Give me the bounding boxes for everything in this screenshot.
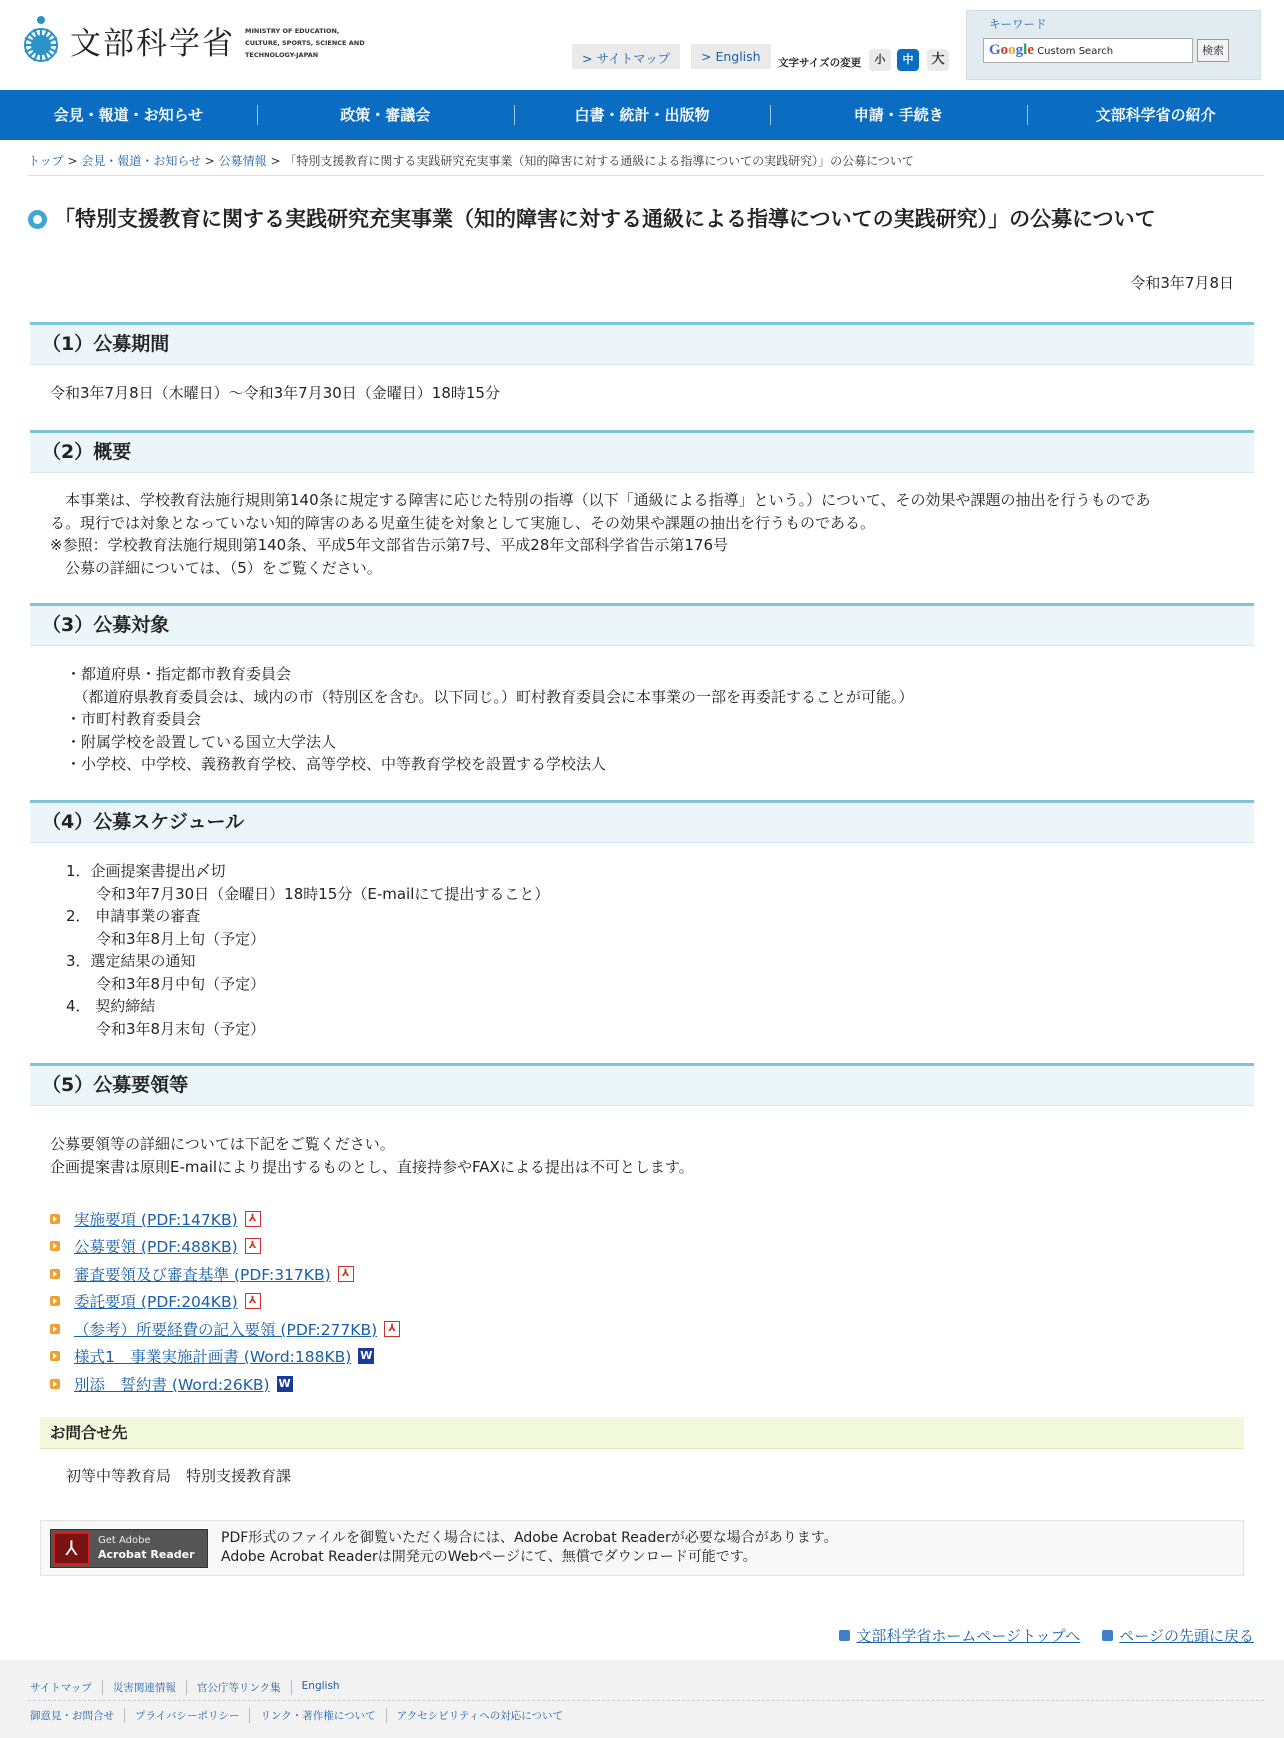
list-item [50,1260,400,1288]
english-link[interactable]: > English [691,44,771,69]
text-line: 公募要領等の詳細については下記をご覧ください。 [50,1135,395,1153]
search-label: キーワード [989,17,1047,31]
section-period-body [50,382,500,405]
arrow-bullet-icon [50,1241,60,1251]
logo-mark-icon [20,14,62,66]
page-title [28,206,1264,232]
download-link-itaku-youkou[interactable]: 委託要項 (PDF:204KB) [74,1293,238,1312]
divider [28,175,1264,176]
pdf-icon: ⅄ [384,1321,400,1337]
search-placeholder: Custom Search [1037,46,1114,57]
title-bullet-icon [28,210,47,229]
breadcrumb-top[interactable]: トップ [28,154,64,168]
font-size-small-button[interactable]: 小 [869,49,891,71]
section-heading-overview: （2）概要 [30,430,1254,473]
text-line: Adobe Acrobat Readerは開発元のWebページにて、無償でダウンロード可能です。 [221,1548,757,1565]
text-line: 企画提案書は原則E-mailにより提出するものとし、直接持参やFAXによる提出は不可とします。 [50,1157,694,1176]
google-logo-icon: Google [989,42,1035,58]
logo-text-jp: 文部科学省 [70,25,235,62]
home-top-label: 文部科学省ホームページトップへ [856,1627,1081,1645]
arrow-bullet-icon [50,1351,60,1361]
list-item: 令和3年8月上旬（予定） [66,929,266,948]
arrow-bullet-icon [50,1296,60,1306]
section-heading-period: （1）公募期間 [30,322,1254,365]
text-line: PDF形式のファイルを御覧いただく場合には、Adobe Acrobat Readerが必要な場合があります。 [221,1530,838,1546]
list-item: ・附属学校を設置している国立大学法人 [66,732,337,751]
site-header [0,0,1284,90]
download-link-youshiki1[interactable]: 様式1 事業実施計画書 (Word:188KB) [74,1348,352,1367]
section-heading-schedule: （4）公募スケジュール [30,800,1254,843]
section-eligibility-body [66,663,914,776]
word-icon: W [360,1349,373,1363]
text-line: 本事業は、学校教育法施行規則第140条に規定する障害に応じた特別の指導（以下「通級による指導」という。）について、その効果や課題の抽出を行うものであ [50,491,1151,509]
arrow-up-icon [1102,1630,1113,1641]
search-input[interactable] [983,38,1193,63]
footer-link-disaster[interactable]: 災害関連情報 [102,1680,186,1695]
list-item: 令和3年7月30日（金曜日）18時15分（E-mailにて提出すること） [66,884,550,903]
section-guidelines-body [50,1133,694,1178]
page-top-label: ページの先頭に戻る [1119,1627,1254,1645]
section-heading-eligibility: （3）公募対象 [30,603,1254,646]
home-top-link[interactable] [839,1625,1080,1646]
arrow-left-icon [839,1630,850,1641]
font-size-large-button[interactable]: 大 [927,49,949,71]
arrow-bullet-icon [50,1214,60,1224]
list-item [50,1343,400,1371]
pdf-icon: ⅄ [338,1266,354,1282]
site-logo[interactable] [20,14,375,66]
search-button[interactable]: 検索 [1197,39,1229,62]
text-line: 令和3年7月8日（木曜日）～令和3年7月30日（金曜日）18時15分 [50,384,500,402]
arrow-bullet-icon [50,1269,60,1279]
adobe-badge-line1: Get Adobe [98,1535,151,1546]
breadcrumb-koubo[interactable]: 公募情報 [218,154,267,168]
list-item: ・都道府県・指定都市教育委員会 [66,665,292,683]
download-link-seiyakusho[interactable]: 別添 誓約書 (Word:26KB) [74,1375,270,1394]
pdf-icon: ⅄ [245,1211,261,1227]
page-bottom-links [817,1625,1254,1646]
page-title-text: 「特別支援教育に関する実践研究充実事業（知的障害に対する通級による指導についての実践研究）」の公募について [54,207,1156,231]
nav-item-about[interactable]: 文部科学省の紹介 [1027,90,1284,140]
arrow-bullet-icon [50,1324,60,1334]
download-link-shinsa-kijun[interactable]: 審査要領及び審査基準 (PDF:317KB) [74,1265,331,1284]
text-line: 公募の詳細については、（5）をご覧ください。 [50,558,382,577]
list-item: 2． 申請事業の審査 [66,907,201,925]
adobe-badge-line2: Acrobat Reader [98,1548,195,1561]
list-item: 令和3年8月末旬（予定） [66,1019,266,1038]
text-line: ※参照：学校教育法施行規則第140条、平成5年文部省告示第7号、平成28年文部科学省告示第176号 [50,536,729,554]
download-link-koubo-youryou[interactable]: 公募要領 (PDF:488KB) [74,1238,238,1257]
adobe-notice-text [221,1529,838,1566]
page-top-link[interactable] [1102,1625,1254,1646]
acrobat-icon: ⅄ [53,1532,90,1565]
list-item: 1．企画提案書提出〆切 [66,862,226,880]
breadcrumb-current: 「特別支援教育に関する実践研究充実事業（知的障害に対する通級による指導についての実践研究）」の公募について [284,154,914,168]
list-item [50,1315,400,1343]
pdf-icon: ⅄ [245,1238,261,1254]
list-item [50,1370,400,1398]
font-size-medium-button[interactable]: 中 [897,49,919,71]
global-nav [0,90,1284,140]
footer-row-2 [28,1708,573,1723]
footer-link-privacy[interactable]: プライバシーポリシー [124,1708,249,1723]
text-line: る。現行では対象となっていない知的障害のある児童生徒を対象として実施し、その効果や課題の抽出を行うものである。 [50,513,876,532]
divider [28,1700,1264,1701]
breadcrumb: トップ > 会見・報道・お知らせ > 公募情報 > 「特別支援教育に関する実践研究充実事業（知的障害に対する通級による指導についての実践研究）」の公募について [28,154,914,168]
site-footer [0,1660,1284,1738]
nav-item-publications[interactable]: 白書・統計・出版物 [514,90,771,140]
footer-link-contact[interactable]: 御意見・お問合せ [30,1710,114,1722]
logo-text-en: MINISTRY OF EDUCATION, CULTURE, SPORTS, SCIENCE AND TECHNOLOGY-JAPAN [245,27,365,59]
section-schedule-body [66,860,549,1040]
font-size-label: 文字サイズの変更 [778,57,862,69]
list-item: 4． 契約締結 [66,997,156,1015]
section-heading-guidelines: （5）公募要領等 [30,1063,1254,1106]
adobe-reader-notice [40,1520,1244,1576]
nav-item-press[interactable]: 会見・報道・お知らせ [53,106,204,124]
footer-link-copyright[interactable]: リンク・著作権について [249,1708,385,1723]
breadcrumb-press[interactable]: 会見・報道・お知らせ [81,154,201,168]
list-item [50,1233,400,1261]
list-item: ・小学校、中学校、義務教育学校、高等学校、中等教育学校を設置する学校法人 [66,755,607,773]
publish-date: 令和3年7月8日 [1130,274,1234,292]
footer-link-accessibility[interactable]: アクセシビリティへの対応について [386,1708,573,1723]
list-item [50,1205,400,1233]
list-item: ・市町村教育委員会 [66,710,202,728]
nav-item-applications[interactable]: 申請・手続き [770,90,1027,140]
contact-heading: お問合せ先 [40,1417,1244,1449]
list-item: 3．選定結果の通知 [66,952,196,970]
footer-link-english[interactable]: English [291,1680,350,1695]
footer-link-sitemap[interactable]: サイトマップ [30,1682,92,1694]
search-box [966,10,1261,80]
list-item [50,1288,400,1316]
contact-body: 初等中等教育局 特別支援教育課 [66,1467,292,1485]
download-link-keihi-youryou[interactable]: （参考）所要経費の記入要領 (PDF:277KB) [74,1320,378,1339]
word-icon: W [278,1376,291,1390]
pdf-icon: ⅄ [245,1293,261,1309]
get-adobe-reader-button[interactable] [50,1529,208,1568]
sitemap-link[interactable]: > サイトマップ [572,44,680,69]
footer-link-gov-links[interactable]: 官公庁等リンク集 [186,1680,291,1695]
section-overview-body [50,489,1260,579]
download-list [50,1205,400,1398]
list-item: （都道府県教育委員会は、域内の市（特別区を含む。以下同じ。）町村教育委員会に本事業の一部を再委託することが可能。） [66,687,914,706]
arrow-bullet-icon [50,1379,60,1389]
footer-row-1 [28,1680,350,1695]
download-link-jisshi-youkou[interactable]: 実施要項 (PDF:147KB) [74,1210,238,1229]
list-item: 令和3年8月中旬（予定） [66,974,266,993]
nav-item-policy[interactable]: 政策・審議会 [257,90,514,140]
